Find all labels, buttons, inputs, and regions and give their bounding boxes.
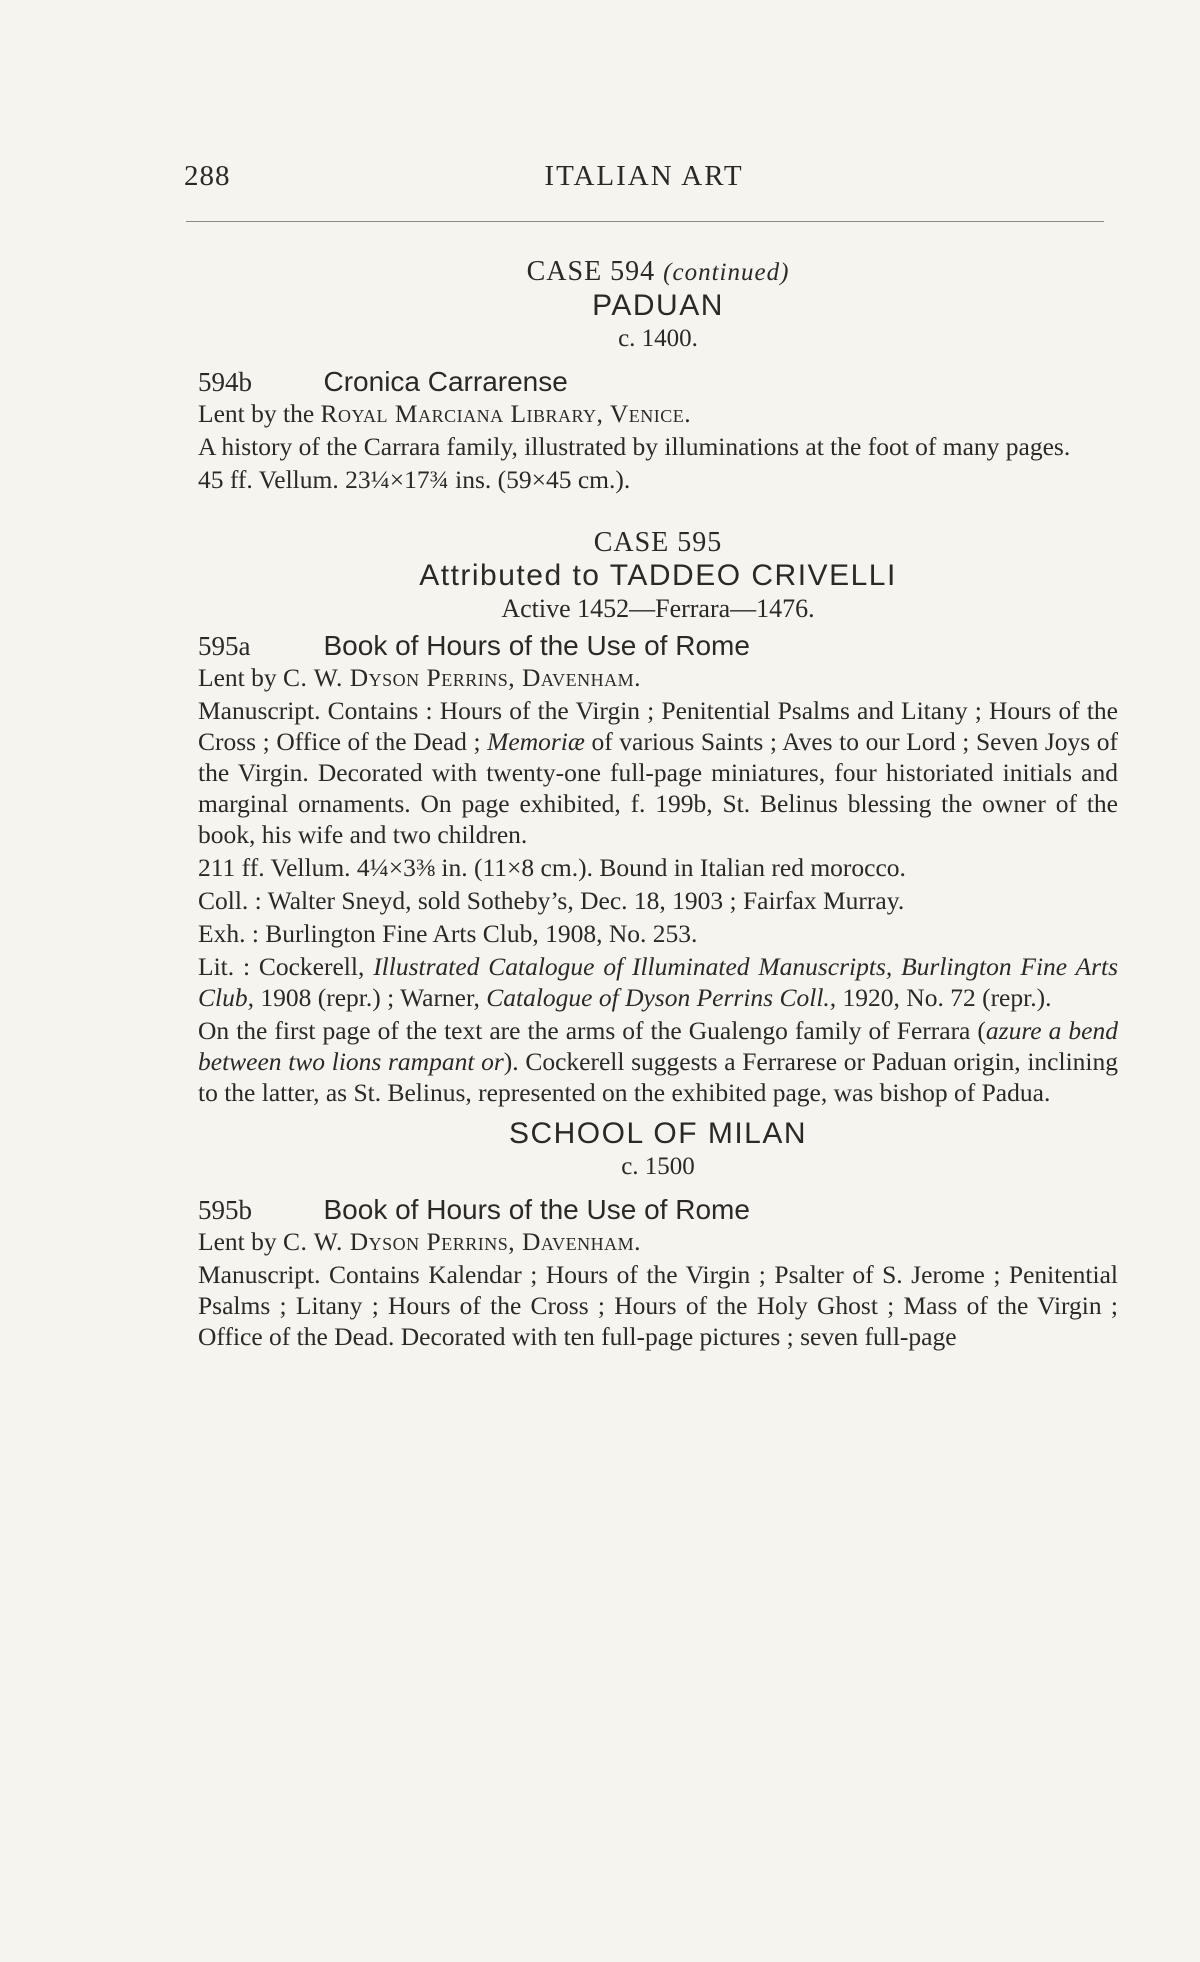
entry-595b-lender: [198, 1226, 1118, 1257]
entry-594b-lender: [198, 398, 1118, 429]
milan-date: c. 1500: [621, 1153, 695, 1180]
entry-594b-number: 594b: [198, 367, 252, 397]
entry-595a-description: [198, 695, 1118, 850]
page-number: 288: [184, 160, 231, 192]
entry-595b-number: 595b: [198, 1195, 252, 1225]
paduan-date: c. 1400.: [618, 325, 698, 352]
entry-595a-heading: [198, 630, 1118, 662]
crivelli-active: Active 1452—Ferrara—1476.: [501, 594, 815, 623]
lender-name: Royal Marciana Library, Venice.: [320, 399, 692, 428]
description-part: of various Saints ; Aves to our Lord ; Seven Joys of the Virgin. Decorated with twenty-one full-page miniatures, four historiated initials and marginal ornaments. On page exhibited, f. 199b, St. Belinus blessing the owner of the book, his wife and two children.: [198, 727, 1119, 849]
school-milan: SCHOOL OF MILAN: [508, 1117, 808, 1150]
entry-595b-description: Manuscript. Contains Kalendar ; Hours of the Virgin ; Psalter of S. Jerome ; Penitential Psalms ; Litany ; Hours of the Cross ; Hours of the Holy Ghost ; Mass of the Virgin ; Office of the Dead. Decorated with ten full-page pictures ; seven full-page: [198, 1260, 1118, 1351]
case-594-heading: [198, 256, 1118, 288]
attribution-crivelli: Attributed to TADDEO CRIVELLI: [419, 559, 897, 592]
note-italic: azure a bend between two lions rampant or: [198, 1016, 1118, 1076]
case-594-continued: (continued): [663, 259, 790, 286]
page-header: [184, 160, 1104, 200]
entry-595a-lender: [198, 662, 1118, 693]
note-part: On the first page of the text are the arms of the Gualengo family of Ferrara (: [198, 1016, 986, 1045]
lent-prefix: Lent by the: [198, 399, 315, 428]
lit-part: 1920, No. 72 (repr.).: [842, 983, 1052, 1012]
entry-595b-heading: [198, 1194, 1118, 1226]
lent-prefix: Lent by: [198, 1227, 277, 1256]
lit-title: Catalogue of Dyson Perrins Coll.,: [486, 983, 837, 1012]
lit-part: 1908 (repr.) ; Warner,: [260, 983, 480, 1012]
entry-595a-title: Book of Hours of the Use of Rome: [323, 630, 750, 661]
school-paduan: PADUAN: [592, 289, 724, 322]
lender-name: C. W. Dyson Perrins, Davenham.: [282, 1227, 641, 1256]
case-595-heading: CASE 595: [593, 527, 723, 558]
description-italic: Memoriæ: [487, 727, 585, 756]
entry-595a-literature: [198, 951, 1118, 1013]
lit-part: Lit. : Cockerell,: [198, 952, 365, 981]
entry-594b-description: A history of the Carrara family, illustrated by illuminations at the foot of many pages.: [198, 432, 1071, 461]
entry-595a-collection: Coll. : Walter Sneyd, sold Sotheby’s, Dec. 18, 1903 ; Fairfax Murray.: [198, 886, 905, 915]
entry-594b-physical: 45 ff. Vellum. 23¼×17¾ ins. (59×45 cm.).: [198, 465, 631, 494]
entry-595a-physical: 211 ff. Vellum. 4¼×3⅜ in. (11×8 cm.). Bound in Italian red morocco.: [198, 853, 906, 882]
entry-594b-heading: [198, 366, 1118, 398]
description-part: Manuscript. Contains : Hours of the Virgin ; Penitential Psalms and Litany ; Hours of the Cross ; Office of the Dead ;: [198, 696, 1118, 756]
note-part: ). Cockerell suggests a Ferrarese or Paduan origin, inclining to the latter, as St. Belinus, represented on the exhibited page, was bishop of Padua.: [198, 1047, 1118, 1107]
lit-title: Illustrated Catalogue of Illuminated Manuscripts, Burlington Fine Arts Club,: [198, 952, 1118, 1012]
lent-prefix: Lent by: [198, 663, 277, 692]
lender-name: C. W. Dyson Perrins, Davenham.: [282, 663, 641, 692]
entry-595a-exhibition: Exh. : Burlington Fine Arts Club, 1908, No. 253.: [198, 919, 698, 948]
entry-594b-title: Cronica Carrarense: [323, 366, 568, 397]
entry-595a-number: 595a: [198, 631, 251, 661]
header-rule: [186, 221, 1104, 222]
running-head: ITALIAN ART: [544, 160, 744, 192]
entry-595a-note: [198, 1015, 1118, 1108]
entry-595b-title: Book of Hours of the Use of Rome: [323, 1194, 750, 1225]
case-594-label: CASE 594: [526, 256, 656, 287]
page-body: [198, 248, 1118, 1354]
